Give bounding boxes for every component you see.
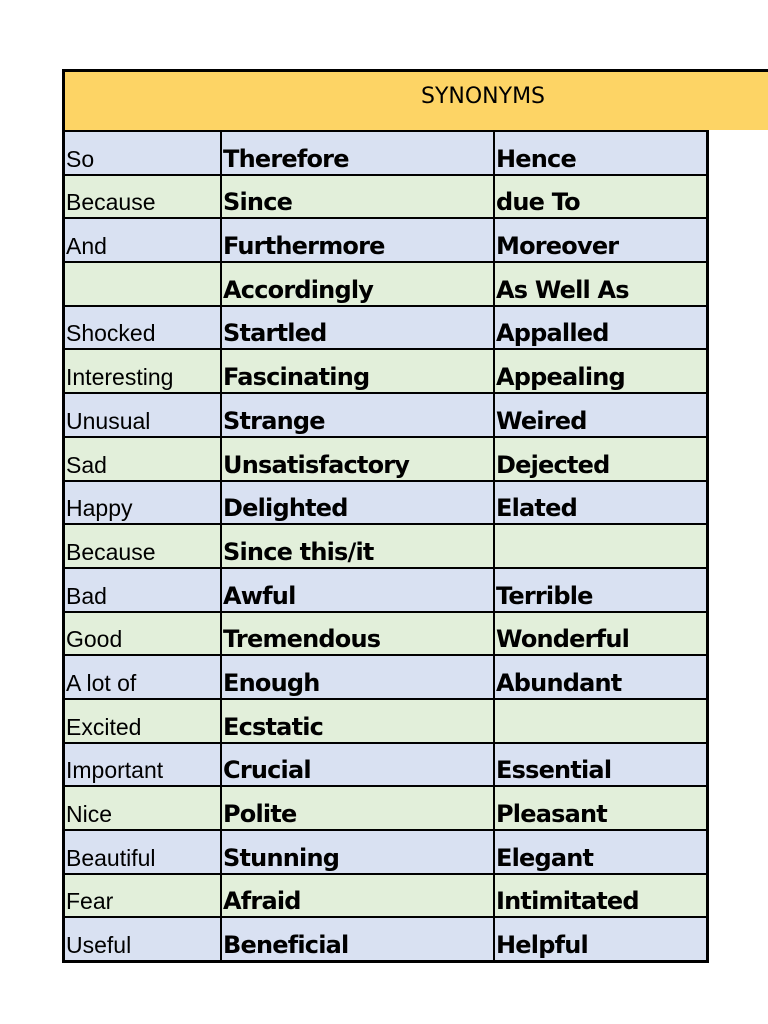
synonym-1-cell: Awful bbox=[221, 568, 494, 612]
base-word-cell: So bbox=[64, 131, 222, 175]
synonym-1-cell: Accordingly bbox=[221, 262, 494, 306]
table-row bbox=[64, 743, 708, 787]
synonym-2-cell: Pleasant bbox=[494, 786, 708, 830]
synonym-2-cell: due To bbox=[494, 175, 708, 219]
synonym-1-cell: Furthermore bbox=[221, 218, 494, 262]
synonym-1-cell: Therefore bbox=[221, 131, 494, 175]
synonym-1-cell: Enough bbox=[221, 655, 494, 699]
table-row bbox=[64, 612, 708, 656]
base-word-cell: Fear bbox=[64, 874, 222, 918]
synonym-1-cell: Unsatisfactory bbox=[221, 437, 494, 481]
synonym-2-cell bbox=[494, 699, 708, 743]
base-word-cell: Important bbox=[64, 743, 222, 787]
synonym-2-cell: Helpful bbox=[494, 917, 708, 961]
table-row bbox=[64, 349, 708, 393]
base-word-cell: Happy bbox=[64, 481, 222, 525]
table-row bbox=[64, 568, 708, 612]
base-word-cell: And bbox=[64, 218, 222, 262]
synonym-1-cell: Since bbox=[221, 175, 494, 219]
table-row bbox=[64, 262, 708, 306]
table-row bbox=[64, 874, 708, 918]
synonym-1-cell: Beneficial bbox=[221, 917, 494, 961]
synonym-2-cell: Weired bbox=[494, 393, 708, 437]
table-row bbox=[64, 830, 708, 874]
base-word-cell: Bad bbox=[64, 568, 222, 612]
synonyms-table bbox=[62, 130, 709, 963]
table-row bbox=[64, 175, 708, 219]
synonym-2-cell: Abundant bbox=[494, 655, 708, 699]
synonym-2-cell: Appealing bbox=[494, 349, 708, 393]
base-word-cell: A lot of bbox=[64, 655, 222, 699]
table-row bbox=[64, 786, 708, 830]
synonym-1-cell: Ecstatic bbox=[221, 699, 494, 743]
base-word-cell bbox=[64, 262, 222, 306]
synonym-1-cell: Tremendous bbox=[221, 612, 494, 656]
synonyms-table-body bbox=[64, 131, 708, 962]
synonym-1-cell: Strange bbox=[221, 393, 494, 437]
synonym-2-cell: Appalled bbox=[494, 306, 708, 350]
synonym-1-cell: Crucial bbox=[221, 743, 494, 787]
base-word-cell: Excited bbox=[64, 699, 222, 743]
synonym-1-cell: Startled bbox=[221, 306, 494, 350]
base-word-cell: Useful bbox=[64, 917, 222, 961]
synonym-1-cell: Fascinating bbox=[221, 349, 494, 393]
table-row bbox=[64, 917, 708, 961]
base-word-cell: Because bbox=[64, 175, 222, 219]
page-title: SYNONYMS bbox=[421, 84, 546, 109]
synonym-1-cell: Afraid bbox=[221, 874, 494, 918]
table-row bbox=[64, 393, 708, 437]
synonym-1-cell: Delighted bbox=[221, 481, 494, 525]
synonym-1-cell: Polite bbox=[221, 786, 494, 830]
synonym-2-cell: Moreover bbox=[494, 218, 708, 262]
synonym-2-cell: Intimitated bbox=[494, 874, 708, 918]
base-word-cell: Good bbox=[64, 612, 222, 656]
table-row bbox=[64, 218, 708, 262]
synonym-2-cell bbox=[494, 524, 708, 568]
title-band bbox=[62, 69, 768, 130]
synonym-2-cell: Wonderful bbox=[494, 612, 708, 656]
synonym-2-cell: Essential bbox=[494, 743, 708, 787]
synonym-2-cell: As Well As bbox=[494, 262, 708, 306]
base-word-cell: Because bbox=[64, 524, 222, 568]
synonym-2-cell: Dejected bbox=[494, 437, 708, 481]
synonym-2-cell: Elegant bbox=[494, 830, 708, 874]
base-word-cell: Shocked bbox=[64, 306, 222, 350]
base-word-cell: Beautiful bbox=[64, 830, 222, 874]
table-row bbox=[64, 524, 708, 568]
synonym-2-cell: Hence bbox=[494, 131, 708, 175]
synonym-2-cell: Terrible bbox=[494, 568, 708, 612]
base-word-cell: Interesting bbox=[64, 349, 222, 393]
table-row bbox=[64, 131, 708, 175]
table-row bbox=[64, 655, 708, 699]
base-word-cell: Nice bbox=[64, 786, 222, 830]
table-row bbox=[64, 306, 708, 350]
table-row bbox=[64, 481, 708, 525]
table-row bbox=[64, 699, 708, 743]
synonym-1-cell: Stunning bbox=[221, 830, 494, 874]
synonym-2-cell: Elated bbox=[494, 481, 708, 525]
table-row bbox=[64, 437, 708, 481]
synonym-1-cell: Since this/it bbox=[221, 524, 494, 568]
base-word-cell: Sad bbox=[64, 437, 222, 481]
base-word-cell: Unusual bbox=[64, 393, 222, 437]
